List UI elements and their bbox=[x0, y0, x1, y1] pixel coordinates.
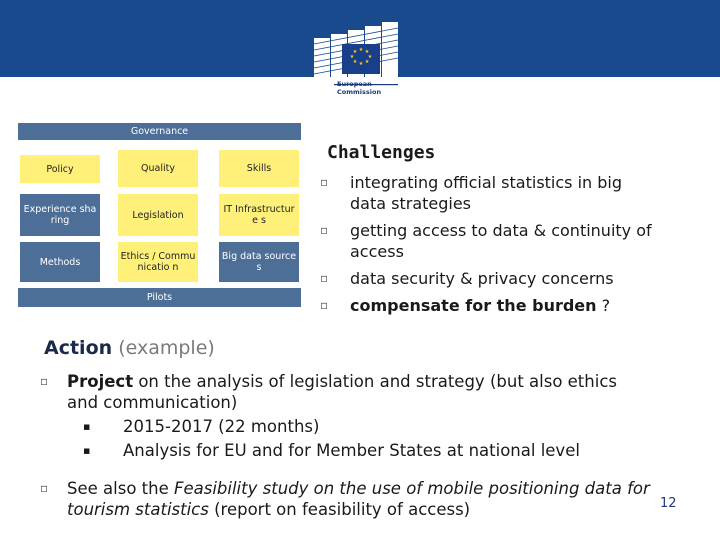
list-item: ▫ See also the Feasibility study on the use of mobile positioning data for tourism statistics (report on feasibility of access) bbox=[40, 479, 650, 519]
svg-text:★: ★ bbox=[358, 47, 364, 53]
square-bullet-icon: ▫ bbox=[320, 298, 329, 312]
challenges-title: Challenges bbox=[327, 142, 436, 163]
action-title: Action (example) bbox=[44, 337, 215, 359]
square-bullet-icon: ▫ bbox=[320, 223, 329, 237]
cell-experience-sharing: Experience sharing bbox=[20, 194, 100, 236]
svg-text:★: ★ bbox=[367, 54, 373, 60]
svg-text:★: ★ bbox=[358, 61, 364, 67]
list-item: ▪ Analysis for EU and for Member States at national level bbox=[83, 439, 640, 463]
square-bullet-icon: ▫ bbox=[320, 175, 329, 189]
square-bullet-icon: ▫ bbox=[40, 481, 49, 495]
svg-text:★: ★ bbox=[364, 49, 370, 55]
logo-caption bbox=[337, 80, 381, 96]
svg-text:★: ★ bbox=[349, 54, 355, 60]
cell-methods: Methods bbox=[20, 242, 100, 282]
cell-it-infrastructures: IT Infrastructure s bbox=[219, 194, 299, 236]
list-item: ▫ getting access to data & continuity of access bbox=[320, 221, 652, 261]
filled-square-bullet-icon: ▪ bbox=[83, 420, 91, 433]
svg-text:★: ★ bbox=[352, 49, 358, 55]
cell-policy: Policy bbox=[20, 155, 100, 183]
square-bullet-icon: ▫ bbox=[40, 374, 49, 388]
filled-square-bullet-icon: ▪ bbox=[83, 444, 91, 457]
challenges-list bbox=[320, 172, 660, 322]
cell-quality: Quality bbox=[118, 150, 198, 187]
cell-ethics-communication: Ethics / Communicatio n bbox=[118, 242, 198, 282]
cell-skills: Skills bbox=[219, 150, 299, 187]
list-item: ▫ compensate for the burden ? bbox=[320, 296, 611, 315]
logo-line-2: Commission bbox=[337, 88, 382, 96]
square-bullet-icon: ▫ bbox=[320, 271, 329, 285]
list-item: ▫ integrating official statistics in big data strategies bbox=[320, 173, 623, 213]
svg-text:★: ★ bbox=[352, 59, 358, 65]
list-item: ▫ Project on the analysis of legislation and strategy (but also ethics and communication) ▪ 2015-2017 (22 months) ▪ Analysis for EU and for Member States at national level bbox=[40, 371, 640, 463]
cell-legislation: Legislation bbox=[118, 194, 198, 236]
action-sub-list bbox=[67, 415, 640, 463]
action-list bbox=[40, 371, 640, 463]
header bbox=[0, 0, 720, 110]
svg-text:★: ★ bbox=[364, 59, 370, 65]
governance-bar: Governance bbox=[18, 123, 301, 140]
list-item: ▫ data security & privacy concerns bbox=[320, 269, 614, 288]
pilots-bar: Pilots bbox=[18, 288, 301, 307]
page-number: 12 bbox=[660, 496, 677, 511]
logo-line-1: European bbox=[337, 80, 372, 88]
list-item: ▪ 2015-2017 (22 months) bbox=[83, 415, 640, 439]
cell-big-data-sources: Big data sources bbox=[219, 242, 299, 282]
